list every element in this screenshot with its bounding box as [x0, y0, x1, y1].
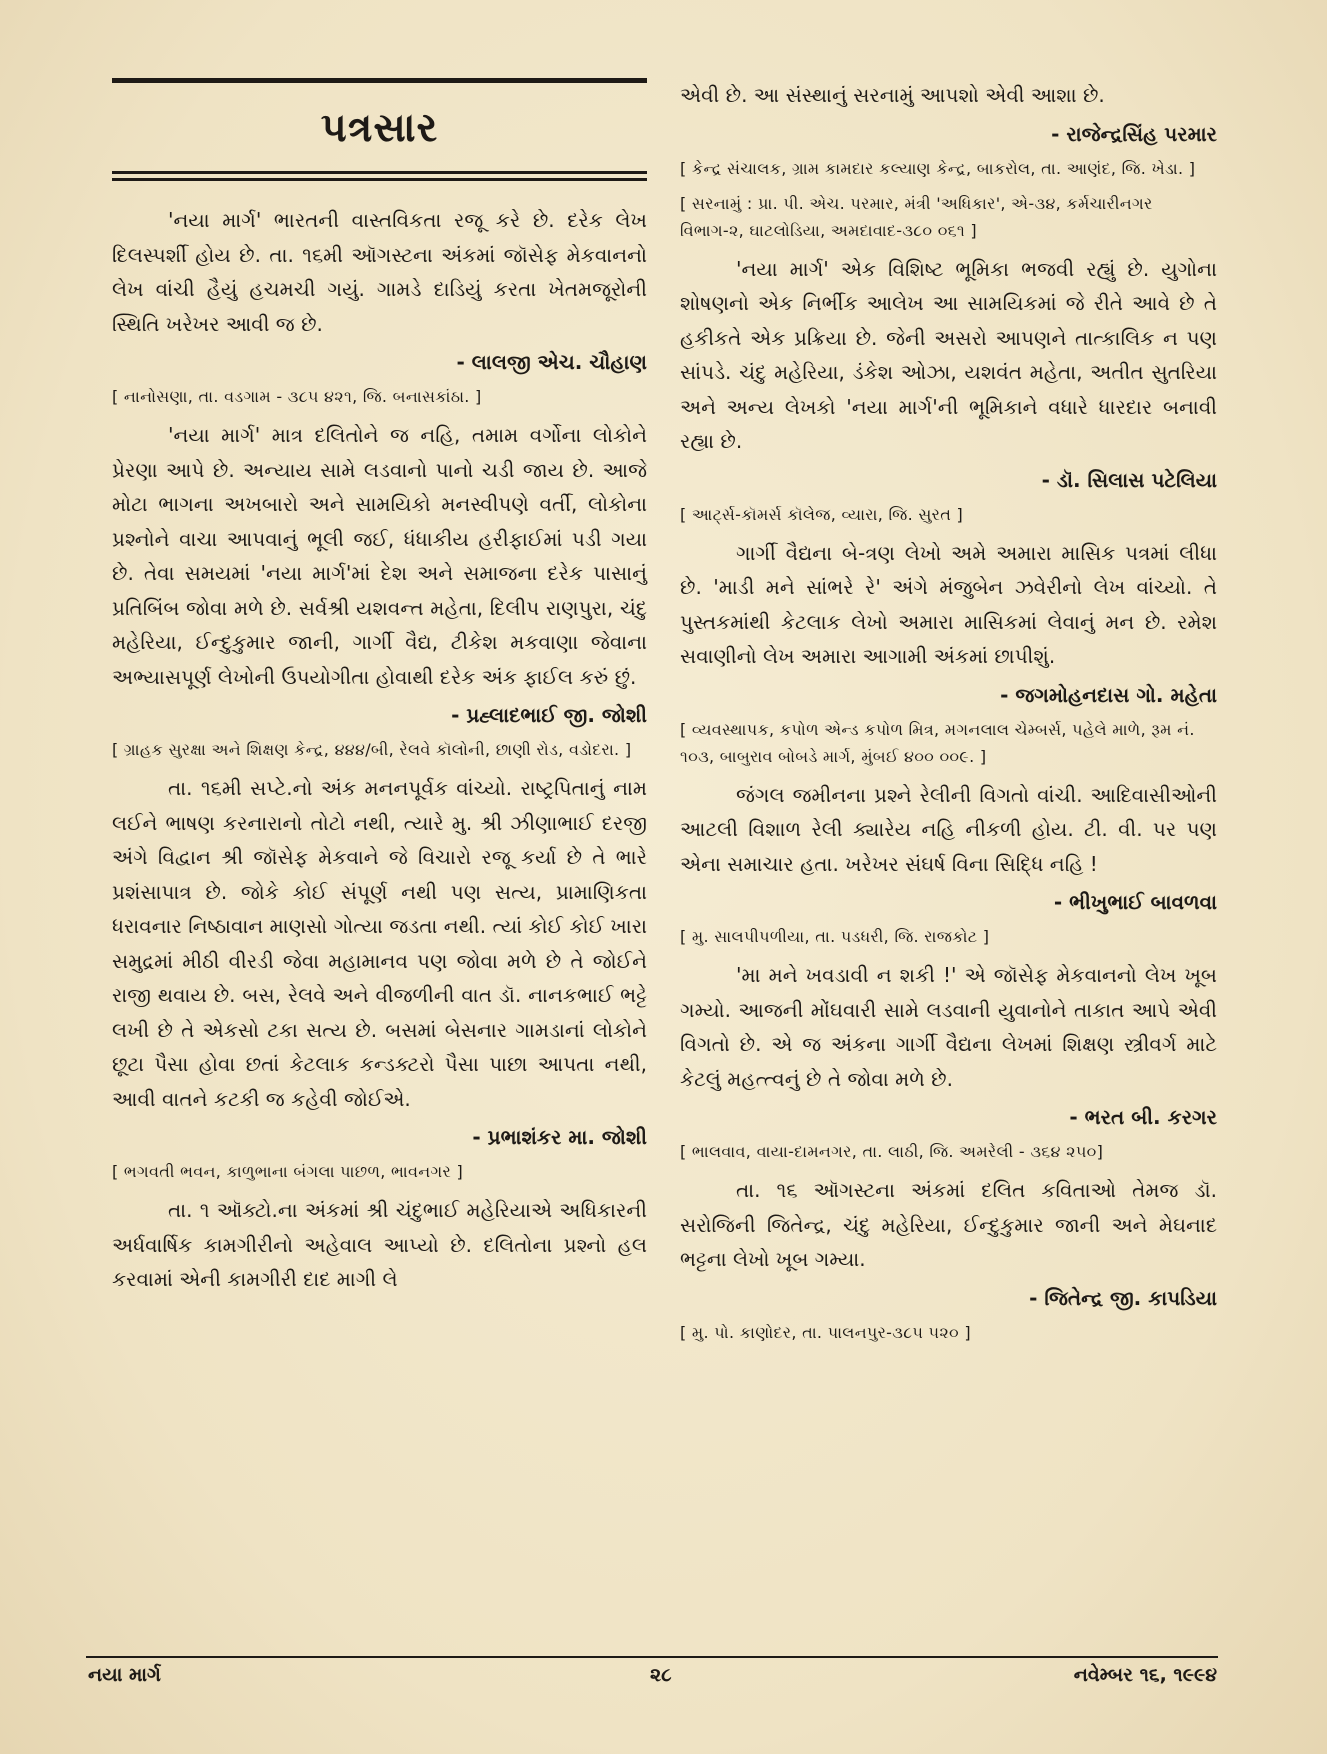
letter-address: [ વ્યવસ્થાપક, કપોળ એન્ડ કપોળ મિત્ર, મગનલાલ ચેમ્બર્સ, પહેલે માળે, રૂમ નં. ૧૦૩, બાબુરાવ બોબડે માર્ગ, મુંબઈ ૪૦૦ ૦૦૯. ] — [680, 719, 1195, 766]
footer-date: નવેમ્બર ૧૬, ૧૯૯૪ — [1073, 1664, 1217, 1686]
letter-address: [ મુ. પો. કાણોદર, તા. પાલનપુર-૩૮૫ ૫૨૦ ] — [680, 1322, 971, 1342]
letter-address: [ ભગવતી ભવન, કાળુભાના બંગલા પાછળ, ભાવનગર ] — [112, 1162, 463, 1181]
footer-page-number: ૨૮ — [650, 1664, 672, 1686]
letter-signature: - ભરત બી. કરગર — [1069, 1105, 1217, 1129]
letter-signature: - પ્રભાશંકર મા. જોશી — [472, 1125, 647, 1149]
letter-body: તા. ૧૬મી સપ્ટે.નો અંક મનનપૂર્વક વાંચ્યો. રાષ્ટ્રપિતાનું નામ લઈને ભાષણ કરનારાનો તોટો નથી, ત્યારે મુ. શ્રી ઝીણાભાઈ દરજી અંગે વિદ્વાન શ્રી જૉસેફ મેકવાને જે વિચારો રજૂ કર્યા છે તે ભારે પ્રશંસાપાત્ર છે. જોકે કોઈ સંપૂર્ણ નથી પણ સત્ય, પ્રામાણિકતા ધરાવનાર નિષ્ઠાવાન માણસો ગોત્યા જડતા નથી. ત્યાં કોઈ કોઈ ખારા સમુદ્રમાં મીઠી વીરડી જેવા મહામાનવ પણ જોવા મળે છે તે જોઈને રાજી થવાય છે. બસ, રેલવે અને વીજળીની વાત ડૉ. નાનકભાઈ ભટ્ટે લખી છે તે એકસો ટકા સત્ય છે. બસમાં બેસનાર ગામડાનાં લોકોને છૂટા પૈસા હોવા છતાં કેટલાક કન્ડક્ટરો પૈસા પાછા આપતા નથી, આવી વાતને કટકી જ કહેવી જોઈએ. — [112, 776, 647, 1111]
letter-signature: - જિતેન્દ્ર જી. કાપડિયા — [1029, 1285, 1217, 1310]
letter-address: [ કેન્દ્ર સંચાલક, ગ્રામ કામદાર કલ્યાણ કેન્દ્ર, બાકરોલ, તા. આણંદ, જિ. ખેડા. ] — [680, 158, 1196, 178]
footer-magazine-name: નયા માર્ગ — [88, 1664, 161, 1686]
letter-address: [ ગ્રાહક સુરક્ષા અને શિક્ષણ કેન્દ્ર, ૪૪૪/બી, રેલવે કૉલોની, છાણી રોડ, વડોદરા. ] — [112, 740, 632, 759]
letter-body: જંગલ જમીનના પ્રશ્ને રેલીની વિગતો વાંચી. આદિવાસીઓની આટલી વિશાળ રેલી ક્યારેય નહિ નીકળી હોય. ટી. વી. પર પણ એના સમાચાર હતા. ખરેખર સંઘર્ષ વિના સિદ્ધિ નહિ ! — [680, 782, 1217, 876]
title-double-rule — [112, 171, 647, 181]
letter-address: [ મુ. સાલપીપળીયા, તા. પડધરી, જિ. રાજકોટ ] — [680, 927, 990, 946]
letter-signature: - રાજેન્દ્રસિંહ પરમાર — [1051, 121, 1217, 146]
letter-signature: - જગમોહનદાસ ગો. મહેતા — [1000, 682, 1217, 707]
letter-address: [ આર્ટ્સ-કૉમર્સ કૉલેજ, વ્યારા, જિ. સુરત ] — [680, 504, 964, 524]
organization-address: [ સરનામું : પ્રા. પી. એચ. પરમાર, મંત્રી 'અધિકાર', એ-૩૪, કર્મચારીનગર વિભાગ-૨, ઘાટલોડિયા, અમદાવાદ-૩૮૦ ૦૬૧ ] — [680, 193, 1153, 240]
letter-address: [ ભાલવાવ, વાયા-દામનગર, તા. લાઠી, જિ. અમરેલી - ૩૬૪ ૨૫૦] — [680, 1142, 1104, 1161]
letter-body-continuation: એવી છે. આ સંસ્થાનું સરનામું આપશો એવી આશા છે. — [680, 83, 1105, 107]
left-column — [112, 78, 647, 1297]
letter-address: [ નાનોસણા, તા. વડગામ - ૩૮૫ ૪૨૧, જિ. બનાસકાંઠા. ] — [112, 387, 482, 406]
footer-rule — [86, 1656, 1218, 1658]
letter-body-continued: તા. ૧ ઑક્ટો.ના અંકમાં શ્રી ચંદુભાઈ મહેરિયાએ અધિકારની અર્ધવાર્ષિક કામગીરીનો અહેવાલ આપ્યો છે. દલિતોના પ્રશ્નો હલ કરવામાં એની કામગીરી દાદ માગી લે — [112, 1198, 647, 1291]
page-title: પત્રસાર — [320, 105, 439, 151]
letter-signature: - લાલજી એચ. ચૌહાણ — [456, 350, 647, 374]
letter-body: તા. ૧૬ ઑગસ્ટના અંકમાં દલિત કવિતાઓ તેમજ ડૉ. સરોજિની જિતેન્દ્ર, ચંદુ મહેરિયા, ઈન્દુકુમાર જાની અને મેઘનાદ ભટ્ટના લેખો ખૂબ ગમ્યા. — [680, 1178, 1217, 1271]
letter-body: 'નયા માર્ગ' ભારતની વાસ્તવિકતા રજૂ કરે છે. દરેક લેખ દિલસ્પર્શી હોય છે. તા. ૧૬મી ઑગસ્ટના અંકમાં જૉસેફ મેકવાનનો લેખ વાંચી હૈયું હચમચી ગયું. ગામડે દાડિયું કરતા ખેતમજૂરોની સ્થિતિ ખરેખર આવી જ છે. — [112, 208, 647, 336]
letter-body: 'મા મને ખવડાવી ન શકી !' એ જૉસેફ મેકવાનનો લેખ ખૂબ ગમ્યો. આજની મોંઘવારી સામે લડવાની યુવાનોને તાકાત આપે એવી વિગતો છે. એ જ અંકના ગાર્ગી વૈદ્યના લેખમાં શિક્ષણ સ્ત્રીવર્ગ માટે કેટલું મહત્ત્વનું છે તે જોવા મળે છે. — [680, 963, 1217, 1091]
letter-signature: - ડૉ. સિલાસ પટેલિયા — [1041, 467, 1217, 492]
letter-body: 'નયા માર્ગ' એક વિશિષ્ટ ભૂમિકા ભજવી રહ્યું છે. યુગોના શોષણનો એક નિર્ભીક આલેખ આ સામયિકમાં જે રીતે આવે છે તે હકીકતે એક પ્રક્રિયા છે. જેની અસરો આપણને તાત્કાલિક ન પણ સાંપડે. ચંદુ મહેરિયા, ડંકેશ ઓઝા, યશવંત મહેતા, અતીત સુતરિયા અને અન્ય લેખકો 'નયા માર્ગ'ની ભૂમિકાને વધારે ધારદાર બનાવી રહ્યા છે. — [680, 256, 1217, 453]
letter-body: ગાર્ગી વૈદ્યના બે-ત્રણ લેખો અમે અમારા માસિક પત્રમાં લીધા છે. 'માડી મને સાંભરે રે' અંગે મંજુબેન ઝવેરીનો લેખ વાંચ્યો. તે પુસ્તકમાંથી કેટલાક લેખો અમારા માસિકમાં લેવાનું મન છે. રમેશ સવાણીનો લેખ અમારા આગામી અંકમાં છાપીશું. — [680, 540, 1217, 668]
top-rule — [112, 78, 647, 83]
letter-signature: - પ્રહ્લાદભાઈ જી. જોશી — [451, 703, 647, 727]
letter-body: 'નયા માર્ગ' માત્ર દલિતોને જ નહિ, તમામ વર્ગોના લોકોને પ્રેરણા આપે છે. અન્યાય સામે લડવાનો પાનો ચડી જાય છે. આજે મોટા ભાગના અખબારો અને સામયિકો મનસ્વીપણે વર્તી, લોકોના પ્રશ્નોને વાચા આપવાનું ભૂલી જઈ, ધંધાકીય હરીફાઈમાં પડી ગયા છે. તેવા સમયમાં 'નયા માર્ગ'માં દેશ અને સમાજના દરેક પાસાનું પ્રતિબિંબ જોવા મળે છે. સર્વશ્રી યશવન્ત મહેતા, દિલીપ રાણપુરા, ચંદુ મહેરિયા, ઈન્દુકુમાર જાની, ગાર્ગી વૈદ્ય, ટીકેશ મકવાણા જેવાના અભ્યાસપૂર્ણ લેખોની ઉપયોગીતા હોવાથી દરેક અંક ફાઈલ કરું છું. — [112, 423, 647, 689]
letter-signature: - ભીખુભાઈ બાવળવા — [1053, 890, 1217, 914]
right-column — [680, 78, 1217, 1354]
